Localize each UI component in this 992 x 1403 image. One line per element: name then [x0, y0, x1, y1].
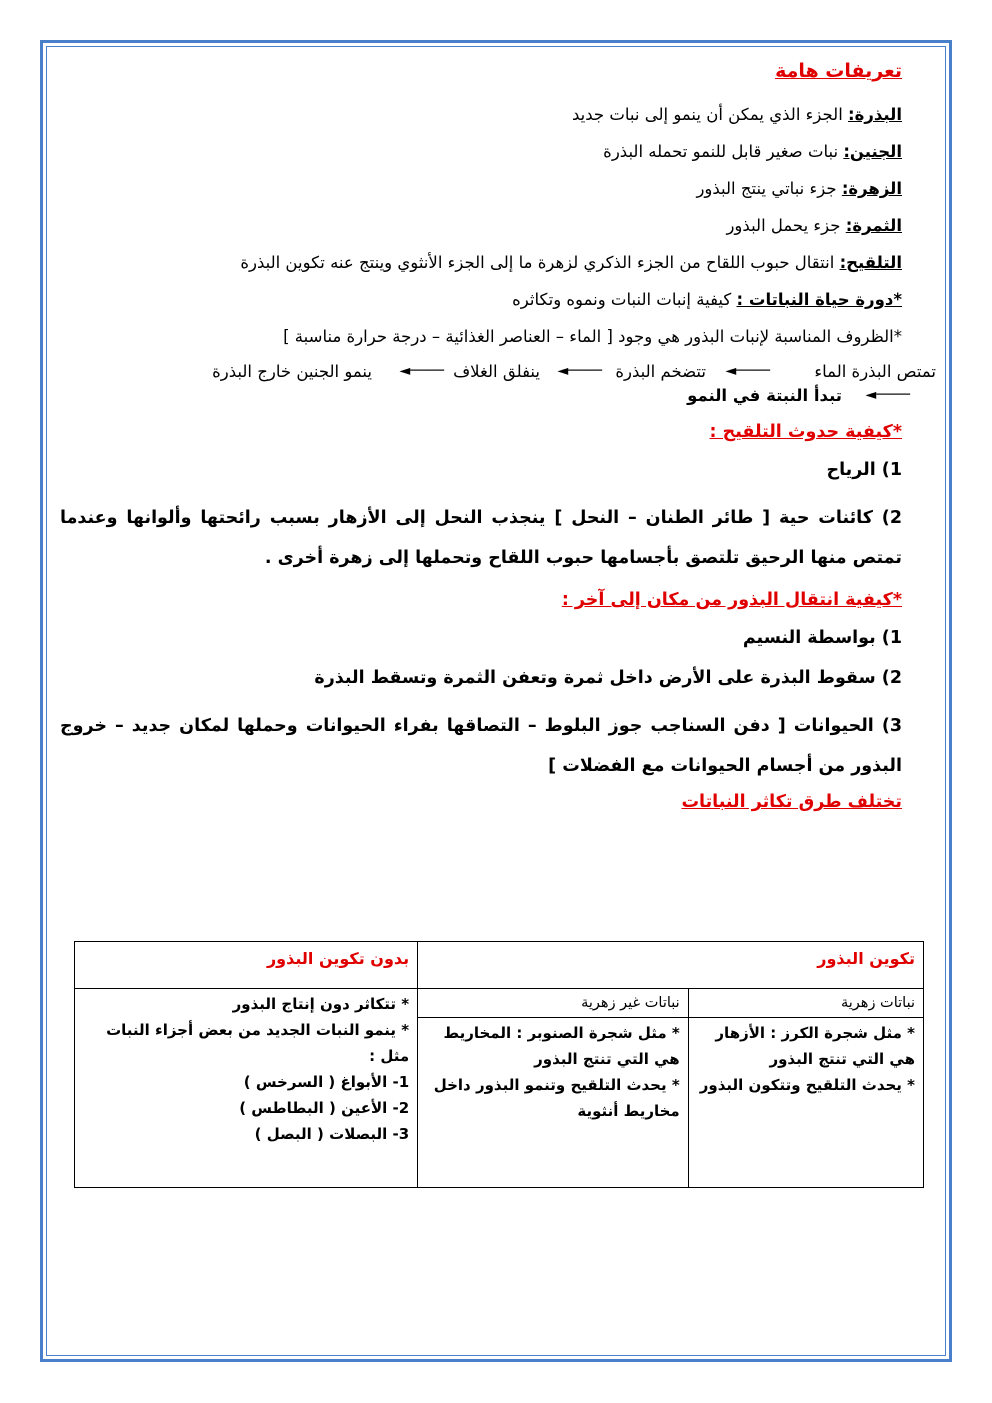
- sequence-arrow: ◄────: [725, 363, 770, 379]
- list-item: 3- البصلات ( البصل ): [254, 1125, 410, 1143]
- sequence-step-4: ينمو الجنين خارج البذرة: [212, 362, 372, 381]
- definition-text: كيفية إنبات النبات ونموه وتكاثره: [512, 290, 737, 309]
- non-flowering-header: نباتات غير زهرية: [418, 989, 688, 1018]
- table-row: [75, 942, 924, 989]
- definition-term: التلقيح:: [839, 253, 902, 272]
- definition-fruit: [60, 215, 902, 237]
- document-body: [60, 52, 936, 828]
- germination-conditions: *الظروف المناسبة لإنبات البذور هي وجود [ الماء – العناصر الغذائية – درجة حرارة مناسبة ]: [283, 327, 902, 346]
- list-item: * ينمو النبات الجديد من بعض أجزاء النبات مثل :: [106, 1021, 410, 1065]
- sequence-step-2: تتضخم البذرة: [615, 362, 706, 381]
- sequence-arrow: ◄────: [865, 387, 910, 403]
- dispersal-heading: *كيفية انتقال البذور من مكان إلى آخر :: [561, 590, 902, 610]
- table-header-cell: [75, 942, 418, 989]
- sequence-arrow: ◄────: [557, 363, 602, 379]
- definition-text: نبات صغير قابل للنمو تحمله البذرة: [603, 142, 844, 161]
- definition-text: انتقال حبوب اللقاح من الجزء الذكري لزهرة ما إلى الجزء الأنثوي وينتج عنه تكوين البذرة: [240, 253, 840, 272]
- dispersal-item-3: 3) الحيوانات [ دفن السناجب جوز البلوط – التصاقها بفراء الحيوانات وحملها لمكان جديد – خروج البذور من أجسام الحيوانات مع الفضلات ]: [60, 716, 902, 776]
- germination-sequence: [60, 362, 936, 410]
- sequence-step-5: تبدأ النبتة في النمو: [687, 386, 842, 405]
- definition-pollination: [60, 252, 902, 274]
- definition-text: جزء نباتي ينتج البذور: [696, 179, 842, 198]
- with-seeds-header: تكوين البذور: [817, 949, 915, 968]
- table-header-cell: [418, 942, 924, 989]
- flowering-cell: [688, 989, 923, 1188]
- reproduction-table: [74, 941, 924, 1188]
- definition-term: البذرة:: [848, 105, 902, 124]
- sequence-arrow: ◄────: [399, 363, 444, 379]
- list-item: * يحدث التلقيح وتنمو البذور داخل مخاريط أنثوية: [433, 1076, 680, 1120]
- flowering-content: [689, 1018, 923, 1128]
- definition-seed: [60, 104, 902, 126]
- table-row: [75, 989, 924, 1188]
- non-flowering-cell: [418, 989, 689, 1188]
- list-item: * مثل شجرة الكرز : الأزهار هي التي تنتج البذور: [715, 1024, 915, 1068]
- without-seeds-header: بدون تكوين البذور: [266, 949, 410, 968]
- page-title: تعريفات هامة: [775, 60, 902, 82]
- definition-text: الجزء الذي يمكن أن ينمو إلى نبات جديد: [572, 105, 849, 124]
- definition-text: جزء يحمل البذور: [726, 216, 846, 235]
- sequence-step-3: ينفلق الغلاف: [453, 362, 540, 381]
- list-item: * تتكاثر دون إنتاج البذور: [232, 995, 410, 1013]
- pollination-item-1: 1) الرياح: [826, 460, 902, 480]
- list-item: 1- الأبواغ ( السرخس ): [243, 1073, 410, 1091]
- dispersal-item-2: 2) سقوط البذرة على الأرض داخل ثمرة وتعفن الثمرة وتسقط البذرة: [314, 668, 902, 688]
- list-item: * مثل شجرة الصنوبر : المخاريط هي التي تنتج البذور: [443, 1024, 680, 1068]
- flowering-header: نباتات زهرية: [689, 989, 923, 1018]
- methods-heading: تختلف طرق تكاثر النباتات: [681, 792, 902, 812]
- definition-term: *دورة حياة النباتات :: [736, 290, 902, 309]
- dispersal-item-1: 1) بواسطة النسيم: [742, 628, 902, 648]
- sequence-step-1: تمتص البذرة الماء: [814, 362, 936, 381]
- pollination-item-2: 2) كائنات حية [ طائر الطنان – النحل ] ينجذب النحل إلى الأزهار بسبب رائحتها وألوانها وعندما تمتص منها الرحيق تلتصق بأجسامها حبوب اللقاح وتحملها إلى زهرة أخرى .: [60, 508, 902, 568]
- asexual-cell: [75, 989, 418, 1188]
- pollination-heading: *كيفية حدوث التلقيح :: [709, 422, 902, 442]
- definition-flower: [60, 178, 902, 200]
- definition-term: الزهرة:: [841, 179, 902, 198]
- list-item: * يحدث التلقيح وتتكون البذور: [699, 1076, 915, 1094]
- definition-term: الثمرة:: [845, 216, 902, 235]
- definition-life-cycle: [60, 289, 902, 311]
- non-flowering-content: [418, 1018, 688, 1154]
- definition-embryo: [60, 141, 902, 163]
- list-item: 2- الأعين ( البطاطس ): [239, 1099, 410, 1117]
- definition-term: الجنين:: [843, 142, 902, 161]
